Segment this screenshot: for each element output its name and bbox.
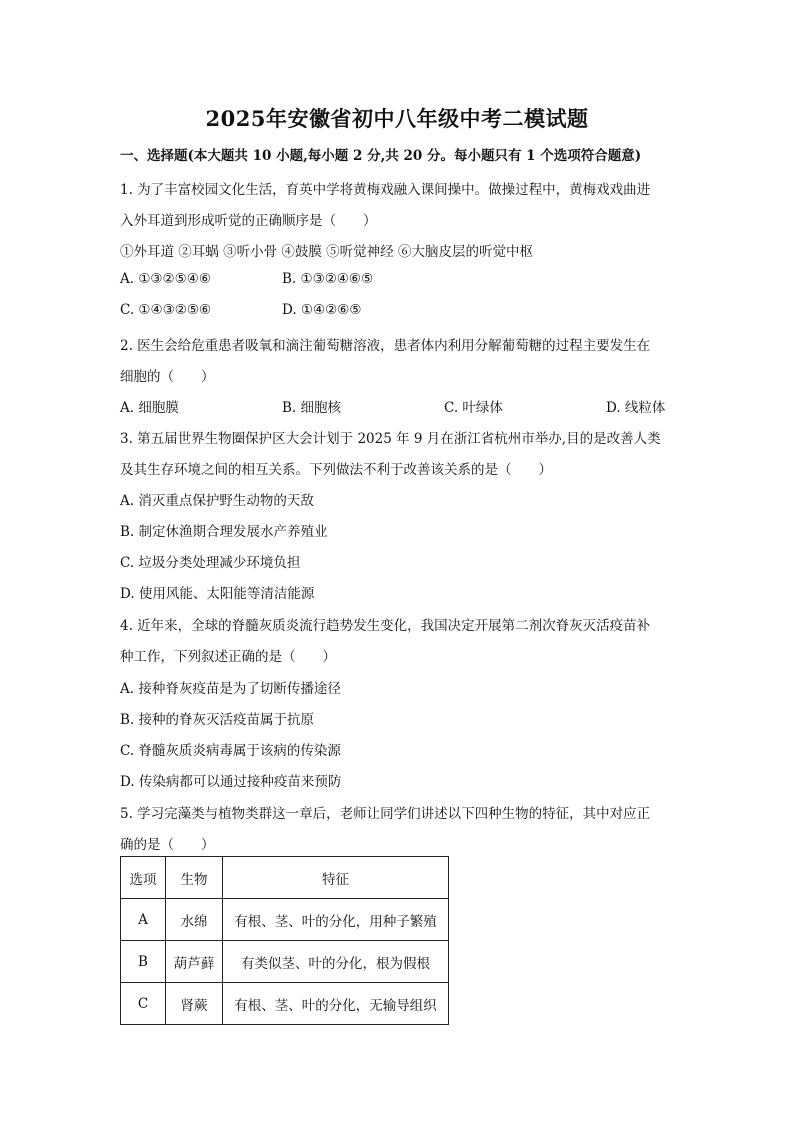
q4-stem-line1: 4. 近年来，全球的脊髓灰质炎流行趋势发生变化，我国决定开展第二剂次脊灰灭活疫苗补 bbox=[120, 618, 651, 634]
table-header-cell: 特征 bbox=[223, 857, 449, 899]
table-header-cell: 生物 bbox=[166, 857, 223, 899]
q2-stem-line1: 2. 医生会给危重患者吸氧和滴注葡萄糖溶液，患者体内利用分解葡萄糖的过程主要发生在 bbox=[120, 338, 651, 354]
table-row bbox=[121, 941, 449, 983]
table-cell: B bbox=[121, 941, 166, 983]
table-row bbox=[121, 983, 449, 1025]
q1-option-b: B. ①③②④⑥⑤ bbox=[282, 271, 374, 287]
table-cell: 葫芦藓 bbox=[166, 941, 223, 983]
q3-stem-line2: 及其生存环境之间的相互关系。下列做法不利于改善该关系的是（ ） bbox=[120, 462, 552, 478]
section-heading: 一、选择题(本大题共 10 小题,每小题 2 分,共 20 分。每小题只有 1 个选项符合题意) bbox=[120, 148, 642, 164]
table-cell: 肾蕨 bbox=[166, 983, 223, 1025]
q5-stem-line1: 5. 学习完藻类与植物类群这一章后，老师让同学们讲述以下四种生物的特征，其中对应正 bbox=[120, 806, 651, 822]
q3-option-d: D. 使用风能、太阳能等清洁能源 bbox=[120, 586, 315, 602]
q3-stem-line1: 3. 第五届世界生物圈保护区大会计划于 2025 年 9 月在浙江省杭州市举办,目的是改善人类 bbox=[120, 431, 661, 447]
table-cell: C bbox=[121, 983, 166, 1025]
q1-items: ①外耳道 ②耳蜗 ③听小骨 ④鼓膜 ⑤听觉神经 ⑥大脑皮层的听觉中枢 bbox=[120, 244, 533, 260]
q5-table bbox=[120, 856, 449, 1025]
q4-option-a: A. 接种脊灰疫苗是为了切断传播途径 bbox=[120, 681, 341, 697]
exam-title: 2025年安徽省初中八年级中考二模试题 bbox=[205, 106, 589, 131]
table-row bbox=[121, 899, 449, 941]
q1-option-a: A. ①③②⑤④⑥ bbox=[120, 271, 211, 287]
table-cell: 有根、茎、叶的分化，用种子繁殖 bbox=[223, 899, 449, 941]
table-cell: 水绵 bbox=[166, 899, 223, 941]
table-cell: 有根、茎、叶的分化，无输导组织 bbox=[223, 983, 449, 1025]
q1-stem-line1: 1. 为了丰富校园文化生活，育英中学将黄梅戏融入课间操中。做操过程中，黄梅戏戏曲进 bbox=[120, 182, 651, 198]
q4-option-d: D. 传染病都可以通过接种疫苗来预防 bbox=[120, 774, 342, 790]
q4-option-b: B. 接种的脊灰灭活疫苗属于抗原 bbox=[120, 712, 315, 728]
q2-option-c: C. 叶绿体 bbox=[444, 400, 503, 416]
table-header-cell: 选项 bbox=[121, 857, 166, 899]
q4-stem-line2: 种工作，下列叙述正确的是（ ） bbox=[120, 649, 336, 665]
q4-option-c: C. 脊髓灰质炎病毒属于该病的传染源 bbox=[120, 743, 341, 759]
table-header-row bbox=[121, 857, 449, 899]
q2-option-b: B. 细胞核 bbox=[282, 400, 342, 416]
q2-option-a: A. 细胞膜 bbox=[120, 400, 179, 416]
q1-option-c: C. ①④③②⑤⑥ bbox=[120, 302, 212, 318]
table-cell: A bbox=[121, 899, 166, 941]
q3-option-c: C. 垃圾分类处理减少环境负担 bbox=[120, 555, 301, 571]
q2-stem-line2: 细胞的（ ） bbox=[120, 369, 215, 385]
q2-option-d: D. 线粒体 bbox=[606, 400, 666, 416]
q5-stem-line2: 确的是（ ） bbox=[120, 837, 215, 853]
q1-option-d: D. ①④②⑥⑤ bbox=[282, 302, 362, 318]
table-cell: 有类似茎、叶的分化，根为假根 bbox=[223, 941, 449, 983]
q3-option-b: B. 制定休渔期合理发展水产养殖业 bbox=[120, 524, 328, 540]
q1-stem-line2: 入外耳道到形成听觉的正确顺序是（ ） bbox=[120, 213, 377, 229]
q3-option-a: A. 消灭重点保护野生动物的天敌 bbox=[120, 493, 314, 509]
